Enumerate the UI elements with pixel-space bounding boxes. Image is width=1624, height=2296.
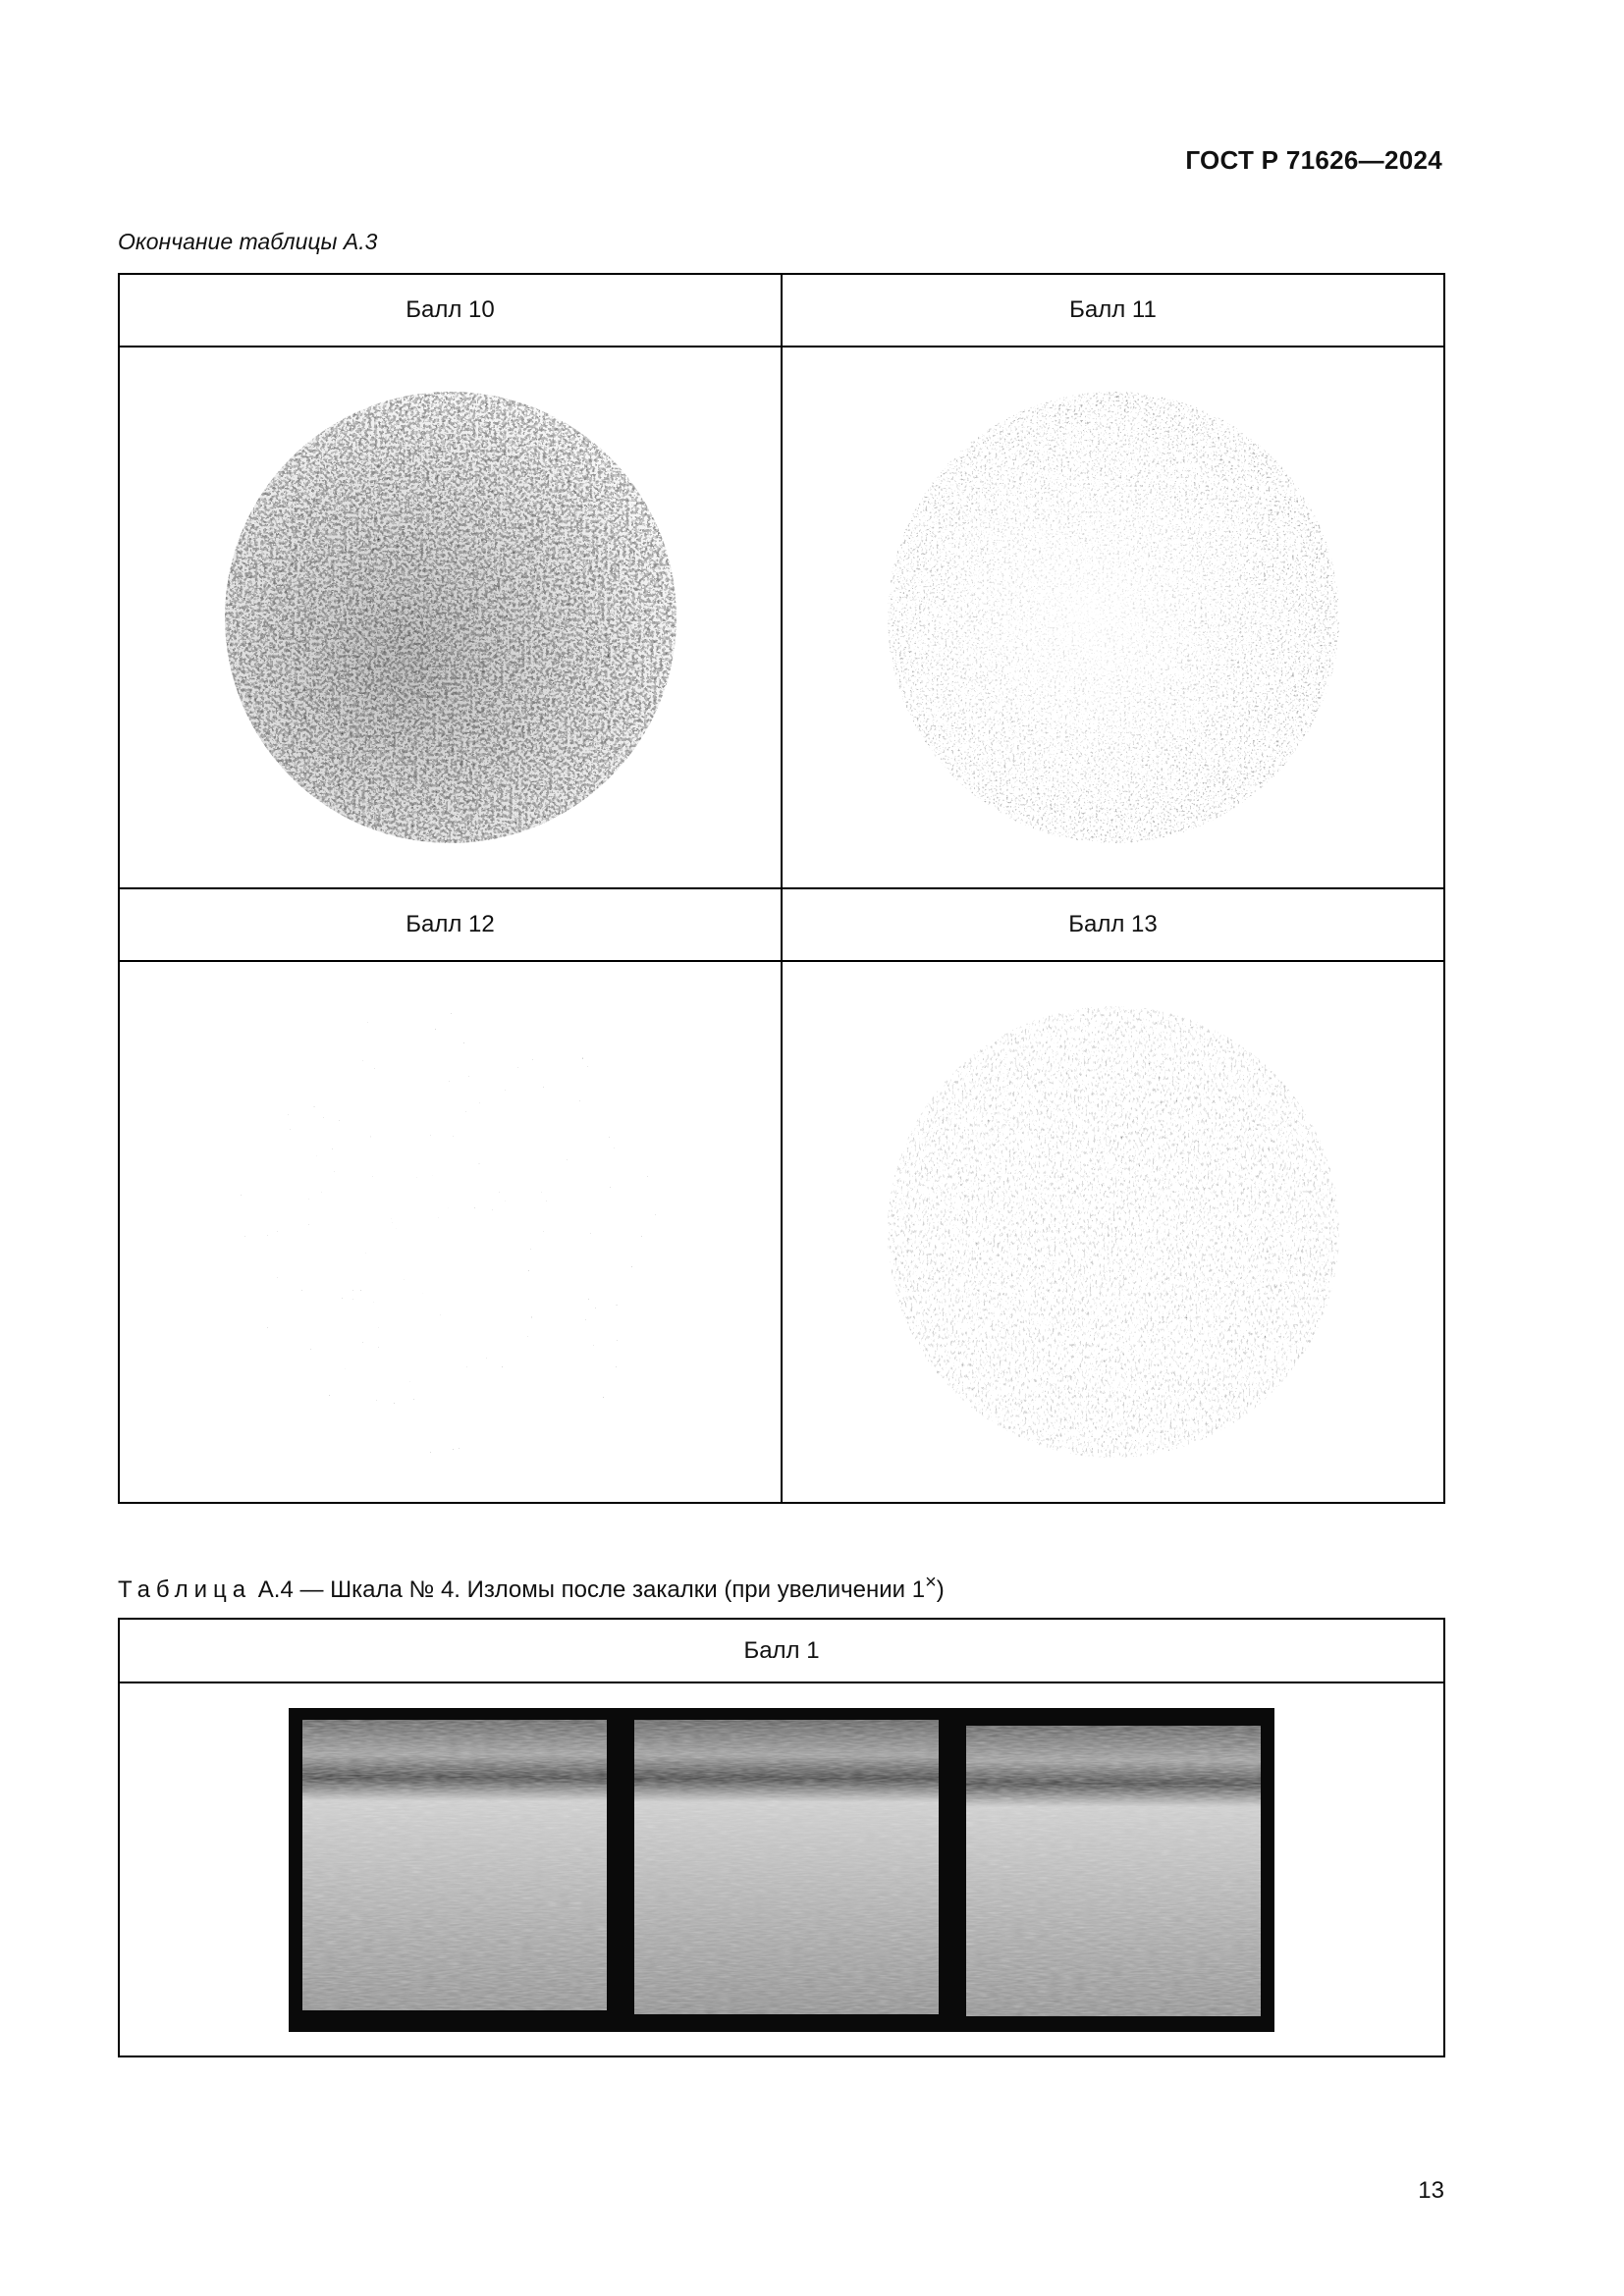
table-a4 [118,1618,1445,2057]
microstructure-ball-13-image [878,1006,1349,1458]
cell-label-ball-10: Балл 10 [119,274,782,347]
table-continuation-caption: Окончание таблицы А.3 [118,229,378,254]
table-a3-end [118,273,1445,1504]
cell-image-ball-13 [782,961,1444,1503]
cell-image-ball-10 [119,347,782,888]
microstructure-ball-11-image [878,392,1349,843]
page-number: 13 [1418,2177,1444,2204]
table-a4-magnification-mark: × [925,1572,937,1593]
cell-label-ball-11: Балл 11 [782,274,1444,347]
microstructure-ball-12-image [215,1006,686,1458]
table-a4-title-close: ) [936,1576,945,1603]
table-a4-title [118,1572,945,1604]
cell-label-ball-12: Балл 12 [119,888,782,961]
fracture-samples-ball-1-image [289,1708,1274,2032]
cell-image-ball-12 [119,961,782,1503]
fracture-sample-2 [634,1720,939,2014]
fracture-sample-3 [966,1726,1261,2016]
table-a4-prefix: Таблица [118,1576,252,1603]
fracture-sample-1 [302,1720,607,2010]
cell-image-ball-11 [782,347,1444,888]
document-code: ГОСТ Р 71626—2024 [1185,145,1442,175]
table-a4-title-text: А.4 — Шкала № 4. Изломы после закалки (при увеличении 1 [257,1576,926,1603]
cell-image-ball-1 [119,1682,1444,2056]
cell-label-ball-13: Балл 13 [782,888,1444,961]
cell-label-ball-1: Балл 1 [119,1619,1444,1682]
microstructure-ball-10-image [215,392,686,843]
